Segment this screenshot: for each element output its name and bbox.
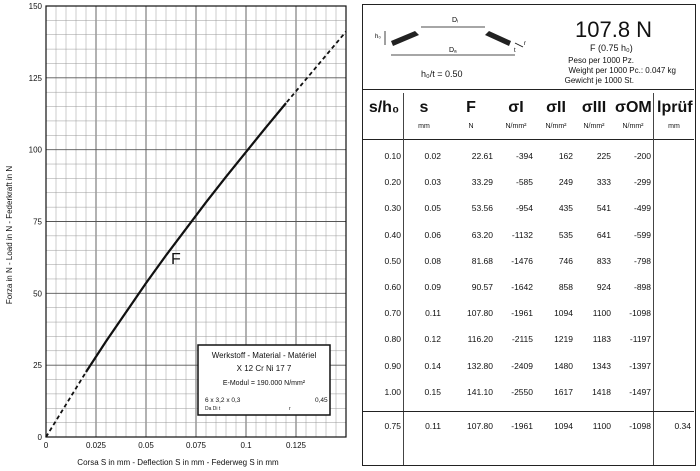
table-cell: 0.30 <box>384 203 401 214</box>
table-cell: 1418 <box>592 386 611 397</box>
table-cell: 249 <box>558 177 573 188</box>
spring-diagram-icon <box>363 5 573 85</box>
table-cell: 0.06 <box>424 229 441 240</box>
column-header <box>657 99 691 130</box>
y-tick-label: 100 <box>28 145 42 155</box>
table-cell: 107.80 <box>467 421 493 431</box>
table-cell: 0.08 <box>424 255 441 266</box>
table-cell: 0.34 <box>674 421 691 431</box>
table-cell: -1642 <box>511 282 533 292</box>
weight-line-2: Weight per 1000 Pc.: 0.047 kg <box>568 66 676 75</box>
column-symbol: s <box>419 99 429 116</box>
column-symbol: σI <box>508 99 524 116</box>
load-value: 107.8 N <box>575 17 653 42</box>
table-cell: -798 <box>633 255 651 266</box>
material-dims: 6 x 3,2 x 0,3 <box>205 397 241 404</box>
table-cell: 833 <box>596 255 611 266</box>
table-cell: 107.80 <box>467 308 493 319</box>
table-cell: 0.14 <box>424 360 441 371</box>
column-header <box>367 99 401 123</box>
table-row <box>363 278 694 298</box>
table-row <box>363 357 694 377</box>
table-cell: -1197 <box>629 334 651 345</box>
data-panel <box>362 4 696 466</box>
table-cell: 1100 <box>592 308 611 319</box>
table-cell: 0.09 <box>424 282 441 292</box>
ratio-label: h₀/t = 0.50 <box>421 69 463 79</box>
table-cell: -394 <box>515 151 533 161</box>
y-axis-label: Forza in N - Load in N - Federkraft in N <box>5 165 14 305</box>
x-axis-label: Corsa S in mm - Deflection S in mm - Federweg S in mm <box>77 458 279 467</box>
material-dims-labels: Da Di t <box>205 406 221 412</box>
material-r-label: r <box>289 406 291 412</box>
x-tick-label: 0.075 <box>185 441 207 450</box>
table-cell: 0.12 <box>424 334 441 345</box>
table-cell: -585 <box>515 177 533 188</box>
table-row <box>363 226 694 246</box>
table-row <box>363 173 694 193</box>
table-cell: 0.03 <box>424 177 441 188</box>
panel-header <box>363 5 694 90</box>
table-cell: 141.10 <box>467 386 493 397</box>
column-header <box>615 99 651 130</box>
table-header <box>363 93 694 140</box>
y-tick-label: 50 <box>33 289 42 299</box>
table-cell: -1098 <box>629 421 651 431</box>
summary-separator <box>363 411 694 412</box>
material-r-value: 0,45 <box>315 397 328 404</box>
column-header <box>449 99 493 130</box>
column-symbol: σIII <box>581 99 607 116</box>
table-cell: -954 <box>515 203 533 214</box>
column-header <box>499 99 533 130</box>
table-cell: 1094 <box>554 421 573 431</box>
table-cell: -2409 <box>511 360 533 371</box>
table-cell: 63.20 <box>471 229 493 240</box>
table-cell: -1497 <box>629 386 651 397</box>
y-tick-label: 0 <box>37 433 42 442</box>
table-cell: 33.29 <box>471 177 493 188</box>
x-tick-label: 0.025 <box>85 441 107 450</box>
table-cell: 53.56 <box>471 203 493 214</box>
material-title: Werkstoff - Material - Matériel <box>211 351 317 360</box>
table-cell: -299 <box>633 177 651 188</box>
column-symbol: F <box>466 99 476 116</box>
table-cell: 641 <box>596 229 611 240</box>
material-modulus: E-Modul = 190.000 N/mm² <box>222 380 306 387</box>
table-cell: -1961 <box>511 421 533 431</box>
diagram-da: Dₐ <box>449 47 457 54</box>
table-cell: 746 <box>558 255 573 266</box>
table-cell: 1100 <box>592 421 611 431</box>
column-unit: N <box>468 123 474 130</box>
table-cell: 1480 <box>554 360 573 371</box>
table-row <box>363 304 694 324</box>
table-cell: 0.75 <box>384 421 401 431</box>
y-tick-label: 125 <box>28 73 42 83</box>
table-cell: 1343 <box>592 360 611 371</box>
weight-line-3: Gewicht je 1000 St. <box>564 76 634 85</box>
diagram-di: Dᵢ <box>452 17 459 24</box>
column-unit: mm <box>668 123 680 130</box>
table-cell: -1397 <box>629 360 651 371</box>
table-cell: 435 <box>558 203 573 214</box>
x-tick-label: 0 <box>43 441 49 450</box>
table-cell: 1219 <box>554 334 573 345</box>
material-alloy: X 12 Cr Ni 17 7 <box>236 364 292 373</box>
diagram-r: r <box>524 41 526 47</box>
curve-label: F <box>171 251 181 268</box>
column-symbol: σOM <box>615 99 652 116</box>
table-row <box>363 252 694 272</box>
table-cell: 0.20 <box>384 177 401 188</box>
table-cell: -2115 <box>511 334 533 345</box>
table-cell: 0.05 <box>424 203 441 214</box>
table-row <box>363 199 694 219</box>
table-cell: -1098 <box>629 308 651 319</box>
f-note: F (0.75 h₀) <box>590 43 633 53</box>
summary-row <box>363 417 694 437</box>
x-tick-label: 0.1 <box>240 441 252 450</box>
table-cell: 0.70 <box>384 308 401 319</box>
diagram-h0: h₀ <box>375 34 381 40</box>
table-cell: -1132 <box>511 229 533 240</box>
table-cell: 1183 <box>592 334 611 345</box>
table-cell: 0.50 <box>384 255 401 266</box>
table-cell: 90.57 <box>471 282 493 292</box>
x-tick-label: 0.125 <box>285 441 307 450</box>
table-cell: -599 <box>633 229 651 240</box>
table-cell: -1476 <box>511 255 533 266</box>
table-cell: -1961 <box>511 308 533 319</box>
table-cell: 225 <box>596 151 611 161</box>
y-tick-label: 150 <box>28 2 42 11</box>
table-cell: 0.11 <box>425 421 441 431</box>
table-cell: 0.11 <box>425 308 441 319</box>
column-symbol: lprüf <box>657 99 693 116</box>
table-cell: 116.20 <box>467 334 493 345</box>
table-row <box>363 330 694 350</box>
table-cell: 1.00 <box>384 386 401 397</box>
table-cell: 22.61 <box>471 151 493 161</box>
table-cell: 0.10 <box>384 151 401 161</box>
material-box <box>198 345 330 415</box>
column-unit: N/mm² <box>622 123 644 130</box>
table-cell: 1094 <box>554 308 573 319</box>
table-cell: 132.80 <box>467 360 493 371</box>
table-cell: 0.40 <box>384 229 401 240</box>
table-cell: 162 <box>558 151 573 161</box>
table-cell: 0.60 <box>384 282 401 292</box>
column-symbol: σII <box>546 99 566 116</box>
x-tick-label: 0.05 <box>138 441 154 450</box>
table-cell: -898 <box>633 282 651 292</box>
column-header <box>577 99 611 130</box>
diagram-t: t <box>514 48 516 54</box>
table-cell: 1617 <box>554 386 573 397</box>
table-cell: 0.15 <box>424 386 441 397</box>
table-row <box>363 383 694 403</box>
y-tick-label: 25 <box>33 361 42 371</box>
column-header <box>539 99 573 130</box>
table-cell: -2550 <box>511 386 533 397</box>
column-unit: N/mm² <box>583 123 605 130</box>
column-header <box>407 99 441 130</box>
table-row <box>363 147 694 167</box>
column-symbol: s/h₀ <box>368 99 400 116</box>
column-unit: mm <box>418 123 430 130</box>
y-tick-label: 75 <box>33 217 42 227</box>
table-cell: 535 <box>558 229 573 240</box>
column-unit: N/mm² <box>545 123 567 130</box>
table-cell: 924 <box>596 282 611 292</box>
table-cell: 333 <box>596 177 611 188</box>
table-cell: 0.80 <box>384 334 401 345</box>
column-unit: N/mm² <box>505 123 527 130</box>
table-cell: -200 <box>633 151 651 161</box>
table-cell: 858 <box>558 282 573 292</box>
table-cell: 81.68 <box>471 255 493 266</box>
table-cell: 541 <box>596 203 611 214</box>
table-cell: -499 <box>633 203 651 214</box>
table-cell: 0.02 <box>424 151 441 161</box>
weight-line-1: Peso per 1000 Pz. <box>568 56 634 65</box>
table-cell: 0.90 <box>384 360 401 371</box>
